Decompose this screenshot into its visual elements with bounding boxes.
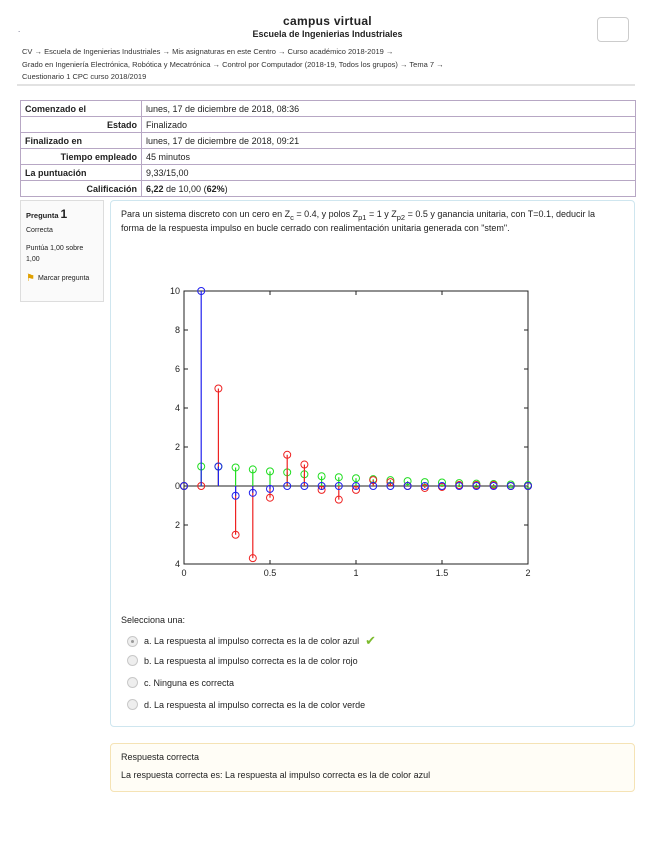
x-tick-label: 2 <box>525 568 531 578</box>
option-label: d. La respuesta al impulso correcta es la de color verde <box>144 699 366 710</box>
subscript: p2 <box>396 212 406 222</box>
answer-option[interactable] <box>127 677 234 688</box>
question-info <box>20 200 104 302</box>
flag-question-link[interactable] <box>26 273 98 284</box>
site-title[interactable]: campus virtual <box>283 14 372 28</box>
breadcrumb-line[interactable]: Cuestionario 1 CPC curso 2018/2019 <box>22 72 147 81</box>
radio-button[interactable] <box>127 655 138 666</box>
y-tick-label: 2 <box>174 442 180 452</box>
breadcrumb-line[interactable]: CV → Escuela de Ingenierias Industriales → Mis asignaturas en este Centro → Curso académico 2018-2019 → <box>22 47 394 56</box>
grade-part: ) <box>224 183 228 194</box>
option-label: b. La respuesta al impulso correcta es la de color rojo <box>144 655 358 666</box>
flag-icon: ⚑ <box>26 273 35 284</box>
summary-value: 45 minutos <box>142 149 636 165</box>
summary-row <box>21 133 636 149</box>
grade-part: 6,22 <box>146 183 164 194</box>
select-label: Selecciona una: <box>121 615 186 625</box>
flag-label: Marcar pregunta <box>37 275 90 282</box>
summary-value: lunes, 17 de diciembre de 2018, 09:21 <box>142 133 636 149</box>
question-score: Puntúa 1,00 sobre 1,00 <box>26 245 84 263</box>
question-text <box>121 209 611 234</box>
attempt-summary-table <box>20 100 636 197</box>
summary-label: Comenzado el <box>21 101 142 117</box>
grade-part: de 10,00 ( <box>163 183 207 194</box>
y-tick-label: 8 <box>174 325 180 335</box>
divider <box>17 84 635 86</box>
summary-row <box>21 165 636 181</box>
option-label: a. La respuesta al impulso correcta es la de color azul <box>144 636 360 646</box>
question-prefix: Pregunta <box>26 211 59 220</box>
text: Para un sistema discreto con un cero en Z <box>121 209 291 219</box>
correct-check-icon: ✔ <box>365 633 377 648</box>
radio-button[interactable] <box>127 636 138 647</box>
answer-option[interactable] <box>127 699 365 710</box>
feedback-text: La respuesta correcta es: La respuesta al impulso correcta es la de color azul <box>121 770 431 780</box>
grade-part: 62% <box>206 183 225 194</box>
text: = 0.4, y polos Z <box>293 209 359 219</box>
x-tick-label: 0.5 <box>263 568 277 578</box>
summary-label: Tiempo empleado <box>21 149 142 165</box>
x-tick-label: 1.5 <box>435 568 449 578</box>
option-label: c. Ninguna es correcta <box>144 677 235 688</box>
feedback-title: Respuesta correcta <box>121 752 200 762</box>
summary-value: 9,33/15,00 <box>142 165 636 181</box>
radio-button[interactable] <box>127 699 138 710</box>
y-tick-label: 4 <box>174 403 180 413</box>
summary-value: lunes, 17 de diciembre de 2018, 08:36 <box>142 101 636 117</box>
menu-button[interactable] <box>597 17 629 42</box>
text: = 1 y Z <box>366 209 397 219</box>
summary-label: La puntuación <box>21 165 142 181</box>
summary-row <box>21 117 636 133</box>
y-tick-label: 6 <box>174 364 180 374</box>
breadcrumb-line[interactable]: Grado en Ingeniería Electrónica, Robótica y Mecatrónica → Control por Computador (2018-19, Todos los grupos) → Tema 7 → <box>22 59 444 69</box>
summary-row <box>21 101 636 117</box>
question-number: 1 <box>60 207 68 221</box>
y-tick-label: 2 <box>174 520 180 530</box>
subscript: c <box>290 212 294 222</box>
answer-option[interactable] <box>127 633 376 649</box>
summary-row <box>21 149 636 165</box>
logo-dot: . <box>18 25 21 34</box>
summary-label: Estado <box>21 117 142 133</box>
y-tick-label: 4 <box>174 559 180 569</box>
x-tick-label: 0 <box>181 568 187 578</box>
radio-button[interactable] <box>127 677 138 688</box>
summary-label: Finalizado en <box>21 133 142 149</box>
question-content <box>110 200 635 727</box>
summary-value <box>142 181 636 197</box>
answer-option[interactable] <box>127 655 358 666</box>
subscript: p1 <box>358 212 367 222</box>
question-state: Correcta <box>26 227 53 234</box>
stem-plot <box>169 285 583 595</box>
site-subtitle: Escuela de Ingenierias Industriales <box>252 29 403 39</box>
y-tick-label: 10 <box>169 286 180 296</box>
text: = 0.5 y ganancia unitaria, con T=0.1, deducir la forma de la respuesta impulso en bucle cerrado con realimentación unitaria generada con "stem". <box>121 209 596 233</box>
x-tick-label: 1 <box>353 568 359 578</box>
summary-label: Calificación <box>21 181 142 197</box>
feedback-box <box>110 743 635 792</box>
summary-row <box>21 181 636 197</box>
summary-value: Finalizado <box>142 117 636 133</box>
y-tick-label: 0 <box>174 481 180 491</box>
breadcrumb <box>22 46 622 84</box>
